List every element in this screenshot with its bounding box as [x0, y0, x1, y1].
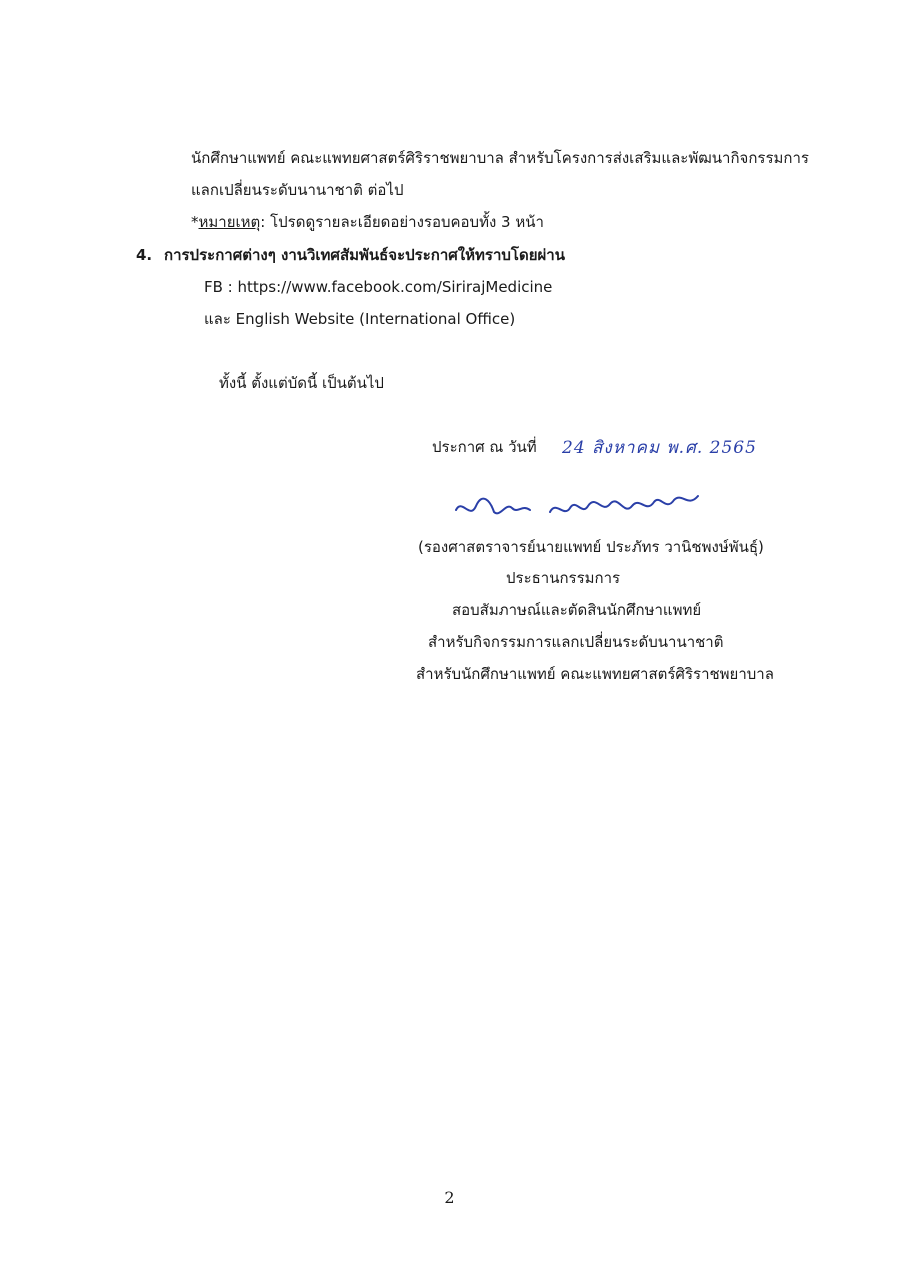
note-line [191, 212, 544, 232]
signatory-title-4: สำหรับนักศึกษาแพทย์ คณะแพทยศาสตร์ศิริราชพยาบาล [416, 665, 774, 683]
paragraph-line-2: แลกเปลี่ยนระดับนานาชาติ ต่อไป [191, 181, 404, 199]
announce-label: ประกาศ ณ วันที่ [432, 438, 537, 456]
note-label: หมายเหตุ [198, 213, 261, 231]
signatory-title-1: ประธานกรรมการ [506, 569, 621, 587]
signatory-title-2: สอบสัมภาษณ์และตัดสินนักศึกษาแพทย์ [452, 601, 702, 619]
signatory-name: (รองศาสตราจารย์นายแพทย์ ประภัทร วานิชพงษ์พันธุ์) [418, 538, 764, 556]
note-prefix: * [191, 213, 199, 231]
item-4-number: 4. [136, 246, 153, 264]
page-number: 2 [444, 1188, 455, 1207]
handwritten-date: 24 สิงหาคม พ.ศ. 2565 [562, 438, 757, 458]
signatory-title-3: สำหรับกิจกรรมการแลกเปลี่ยนระดับนานาชาติ [428, 633, 724, 651]
paragraph-line-1: นักศึกษาแพทย์ คณะแพทยศาสตร์ศิริราชพยาบาล สำหรับโครงการส่งเสริมและพัฒนากิจกรรมการ [191, 149, 809, 167]
facebook-link[interactable]: FB : https://www.facebook.com/SirirajMedicine [204, 278, 553, 296]
signature-image [450, 488, 710, 528]
note-text: : โปรดดูรายละเอียดอย่างรอบคอบทั้ง 3 หน้า [260, 213, 544, 231]
item-4-heading: การประกาศต่างๆ งานวิเทศสัมพันธ์จะประกาศให้ทราบโดยผ่าน [164, 246, 565, 264]
website-line: และ English Website (International Office) [204, 310, 516, 328]
effective-statement: ทั้งนี้ ตั้งแต่บัดนี้ เป็นต้นไป [219, 374, 384, 392]
